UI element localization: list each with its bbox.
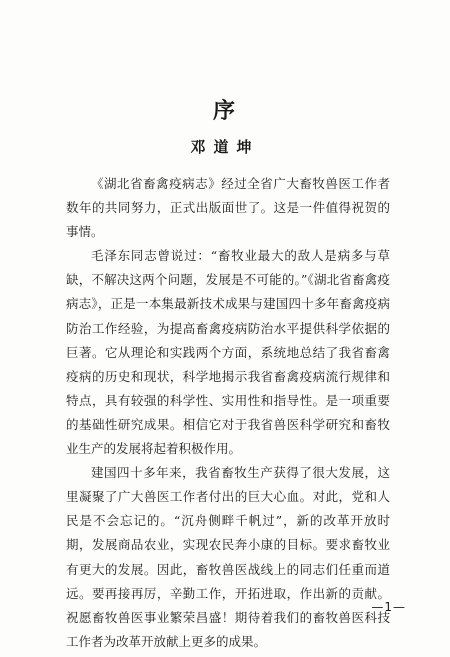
body-text [66, 172, 390, 654]
paragraph-1: 《湖北省畜禽疫病志》经过全省广大畜牧兽医工作者数年的共同努力，正式出版面世了。这是一件值得祝贺的事情。 [66, 176, 390, 240]
paragraph-2: 毛泽东同志曾说过：“畜牧业最大的敌人是病多与草缺，不解决这两个问题，发展是不可能的。”《湖北省畜禽疫病志》，正是一本集最新技术成果与建国四十多年畜禽疫病防治工作经验，为提高畜禽疫病防治水平提供科学依据的巨著。它从理论和实践两个方面，系统地总结了我省畜禽疫病的历史和现状，科学地揭示我省畜禽疫病流行规律和特点，具有较强的科学性、实用性和指导性。是一项重要的基础性研究成果。相信它对于我省兽医科学研究和畜牧业生产的发展将起着积极作用。 [66, 248, 390, 457]
page-title: 序 [212, 98, 237, 124]
author-name: 邓道坤 [190, 138, 260, 156]
paragraph-3: 建国四十多年来，我省畜牧生产获得了很大发展，这里凝聚了广大兽医工作者付出的巨大心血。对此，党和人民是不会忘记的。“沉舟侧畔千帆过”，新的改革开放时期，发展商品农业，实现农民奔小康的目标。要求畜牧业有更大的发展。因此，畜牧兽医战线上的同志们任重而道远。要再接再厉，辛勤工作，开拓进取，作出新的贡献。祝愿畜牧兽医事业繁荣昌盛！期待着我们的畜牧兽医科技工作者为改革开放献上更多的成果。 [66, 465, 390, 649]
page-number: —1— [371, 600, 406, 614]
